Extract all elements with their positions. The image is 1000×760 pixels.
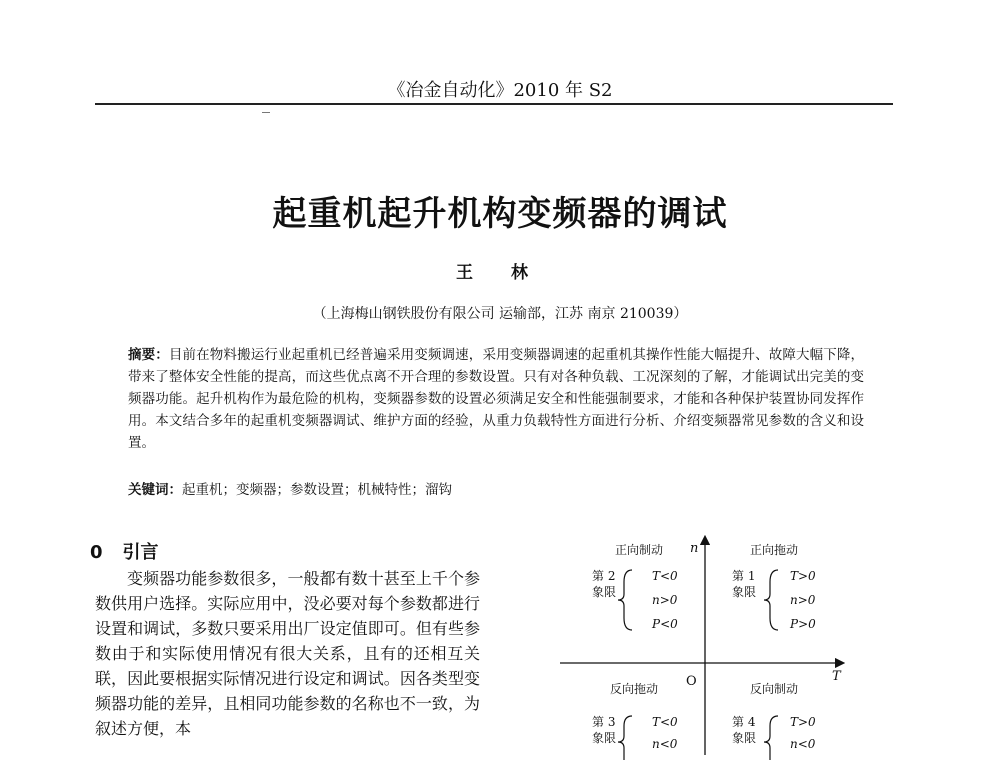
q4-label: 第 4: [732, 715, 756, 729]
q4-brace: [764, 716, 778, 760]
q4-line-2: n<0: [790, 737, 816, 751]
q1-line-2: n>0: [790, 593, 816, 607]
q3-line-2: n<0: [652, 737, 678, 751]
top-left-label: 正向制动: [615, 543, 664, 557]
section-body: [95, 566, 480, 741]
bottom-left-label: 反向拖动: [610, 682, 659, 696]
abstract-text: 目前在物料搬运行业起重机已经普遍采用变频调速，采用变频器调速的起重机其操作性能大幅提升、故障大幅下降，带来了整体安全性能的提高，而这些优点离不开合理的参数设置。只有对各种负载、工况深刻的了解，才能调试出完美的变频器功能。起升机构作为最危险的机构，变频器参数的设置必须满足安全和性能强制要求，才能和各种保护装置协同发挥作用。本文结合多年的起重机变频器调试、维护方面的经验，从重力负载特性方面进行分析、介绍变频器常见参数的含义和设置。: [128, 347, 865, 451]
journal-header: 《冶金自动化》2010 年 S2: [387, 80, 613, 101]
section-heading: [90, 538, 159, 564]
q3-line-1: T<0: [652, 715, 678, 729]
q2-line-2: n>0: [652, 593, 678, 607]
q3-label: 第 3: [592, 715, 616, 729]
q4-line-1: T>0: [790, 715, 816, 729]
q2-label: 第 2: [592, 569, 616, 583]
article-title: 起重机起升机构变频器的调试: [272, 194, 728, 234]
q2-sub: 象限: [592, 585, 617, 599]
q4-sub: 象限: [732, 731, 757, 745]
keywords-label: 关键词：: [128, 482, 182, 498]
q1-sub: 象限: [732, 585, 757, 599]
article-affiliation: （上海梅山钢铁股份有限公司 运输部，江苏 南京 210039）: [312, 306, 688, 322]
q1-label: 第 1: [732, 569, 756, 583]
q3-sub: 象限: [592, 731, 617, 745]
bottom-right-label: 反向制动: [750, 682, 799, 696]
abstract-label: 摘要：: [128, 347, 169, 363]
header-rule-mark: [262, 112, 270, 113]
article-author: 王 林: [456, 263, 544, 283]
keywords: [128, 478, 864, 498]
section-paragraph: 变频器功能参数很多，一般都有数十甚至上千个参数供用户选择。实际应用中，没必要对每个参数都进行设置和调试，多数只要采用出厂设定值即可。但有些参数由于和实际使用情况有很大关系，且有的还相互关联，因此要根据实际情况进行设定和调试。因各类型变频器功能的差异，且相同功能参数的名称也不一致，为叙述方便，本: [95, 569, 480, 738]
q2-line-1: T<0: [652, 569, 678, 583]
t-axis-label: T: [832, 669, 841, 684]
keywords-text: 起重机；变频器；参数设置；机械特性；溜钩: [182, 482, 452, 498]
quadrant-figure: [540, 530, 860, 760]
header-rule: [95, 103, 893, 105]
q1-line-3: P>0: [790, 617, 816, 631]
q2-brace: [618, 570, 632, 630]
q1-line-1: T>0: [790, 569, 816, 583]
section-title: 引言: [122, 542, 159, 563]
q2-line-3: P<0: [652, 617, 678, 631]
section-number: 0: [90, 542, 103, 563]
q3-brace: [618, 716, 632, 760]
origin-label: O: [686, 674, 697, 689]
abstract: [128, 344, 864, 454]
q1-brace: [764, 570, 778, 630]
top-right-label: 正向拖动: [750, 543, 799, 557]
n-axis-label: n: [690, 541, 699, 556]
